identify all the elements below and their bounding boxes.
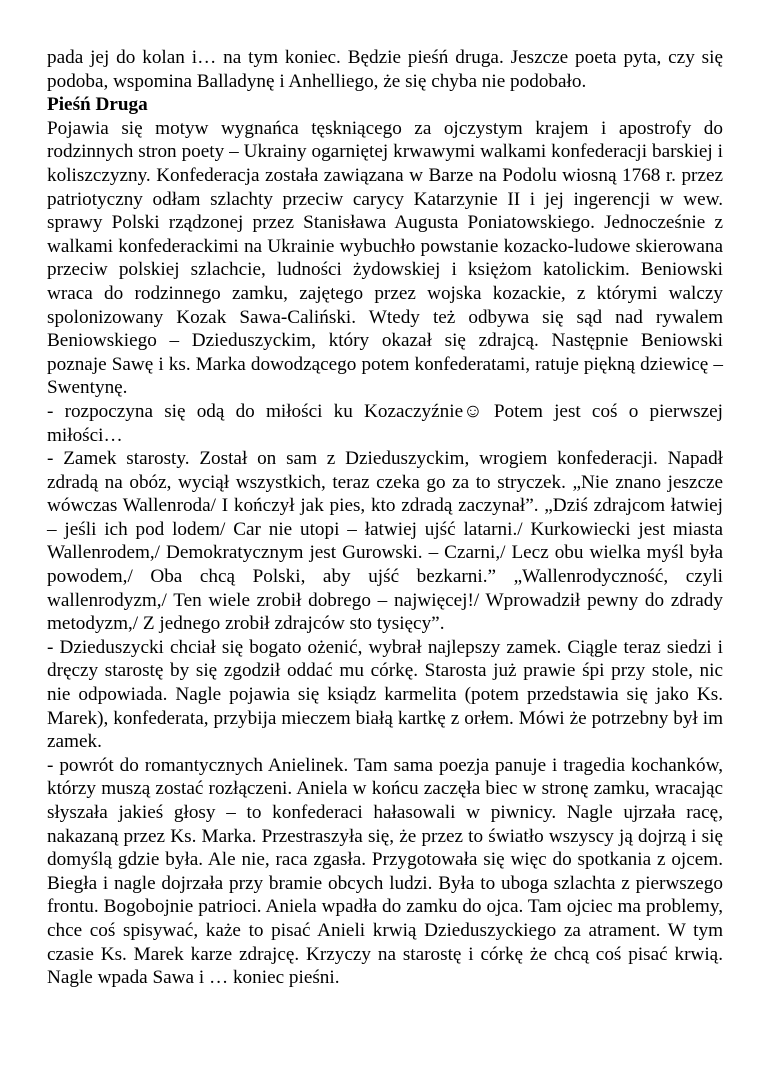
paragraph-dzieduszycki: - Dzieduszycki chciał się bogato ożenić, wybrał najlepszy zamek. Ciągle teraz siedzi i dręczy starostę by się zgodził oddać mu córkę. Starosta już prawie śpi przy stole, nic nie odpowiada. Nagle pojawia się ksiądz karmelita (potem przedstawia się jako Ks. Marek), konfederata, przybija mieczem białą kartkę z orłem. Mówi że potrzebny był im zamek. [47, 636, 723, 753]
document-page [47, 46, 723, 990]
paragraph-context: Pojawia się motyw wygnańca tęskniącego za ojczystym krajem i apostrofy do rodzinnych stron poety – Ukrainy ogarniętej krwawymi walkami konfederacji barskiej i koliszczyzny. Konfederacja została zawiązana w Barze na Podolu wiosną 1768 r. przez patriotyczny odłam szlachty przeciw carycy Katarzynie II i jej ingerencji w wew. sprawy Polski rządzonej przez Stanisława Augusta Poniatowskiego. Jednocześnie z walkami konfederackimi na Ukrainie wybuchło powstanie kozacko-ludowe skierowana przeciw polskiej szlachcie, ludności żydowskiej i księżom katolickim. Beniowski wraca do rodzinnego zamku, zajętego przez wojska kozackie, z którymi walczy spolonizowany Kozak Sawa-Caliński. Wtedy też odbywa się sąd nad rywalem Beniowskiego – Dzieduszyckim, który okazał się zdrajcą. Następnie Beniowski poznaje Sawę i ks. Marka dowodzącego potem konfederatami, ratuje piękną dziewicę – Swentynę. [47, 117, 723, 399]
paragraph-ode: - rozpoczyna się odą do miłości ku Kozaczyźnie☺ Potem jest coś o pierwszej miłości… [47, 400, 723, 446]
paragraph-castle: - Zamek starosty. Został on sam z Dzieduszyckim, wrogiem konfederacji. Napadł zdradą na obóz, wyciął wszystkich, teraz czeka go za to stryczek. „Nie znano jeszcze wówczas Wallenroda/ I kończył jak pies, kto zdradą zaczynał”. „Dziś zdrajcom łatwiej – jeśli ich pod lodem/ Car nie utopi – łatwiej ujść latarni./ Kurkowiecki jest miasta Wallenrodem,/ Demokratycznym jest Gurowski. – Czarni,/ Lecz obu wielka myśl była powodem,/ Oba chcą Polski, aby ujść bezkarni.” „Wallenrodyczność, czyli wallenrodyzm,/ Ten wiele zrobił dobrego – najwięcej!/ Wprowadził pewny do zdrady metodyzm,/ Z jednego zrobił zdrajców sto tysięcy”. [47, 448, 723, 635]
intro-paragraph: pada jej do kolan i… na tym koniec. Będzie pieśń druga. Jeszcze poeta pyta, czy się podoba, wspomina Balladynę i Anhelliego, że się chyba nie podobało. [47, 47, 723, 92]
section-heading: Pieśń Druga [47, 94, 148, 116]
paragraph-anielinki: - powrót do romantycznych Anielinek. Tam sama poezja panuje i tragedia kochanków, którzy muszą zostać rozłączeni. Aniela w końcu zaczęła biec w stronę zamku, wracając słyszała jakieś głosy – to konfederaci hałasowali w piwnicy. Nagle ujrzała racę, nakazaną przez Ks. Marka. Przestraszyła się, że przez to światło wszyscy ją dojrzą i się domyślą gdzie była. Ale nie, raca zgasła. Przygotowała się więc do spotkania z ojcem. Biegła i nagle dojrzała przy bramie obcych ludzi. Była to uboga szlachta z pierwszego frontu. Bogobojnie patrioci. Aniela wpadła do zamku do ojca. Tam ojciec ma problemy, chce coś spisywać, każe to pisać Anieli krwią Dzieduszyckiego za atrament. W tym czasie Ks. Marek karze zdrajcę. Krzyczy na starostę i córkę że chcą coś pisać krwią. Nagle wpada Sawa i … koniec pieśni. [47, 754, 723, 989]
